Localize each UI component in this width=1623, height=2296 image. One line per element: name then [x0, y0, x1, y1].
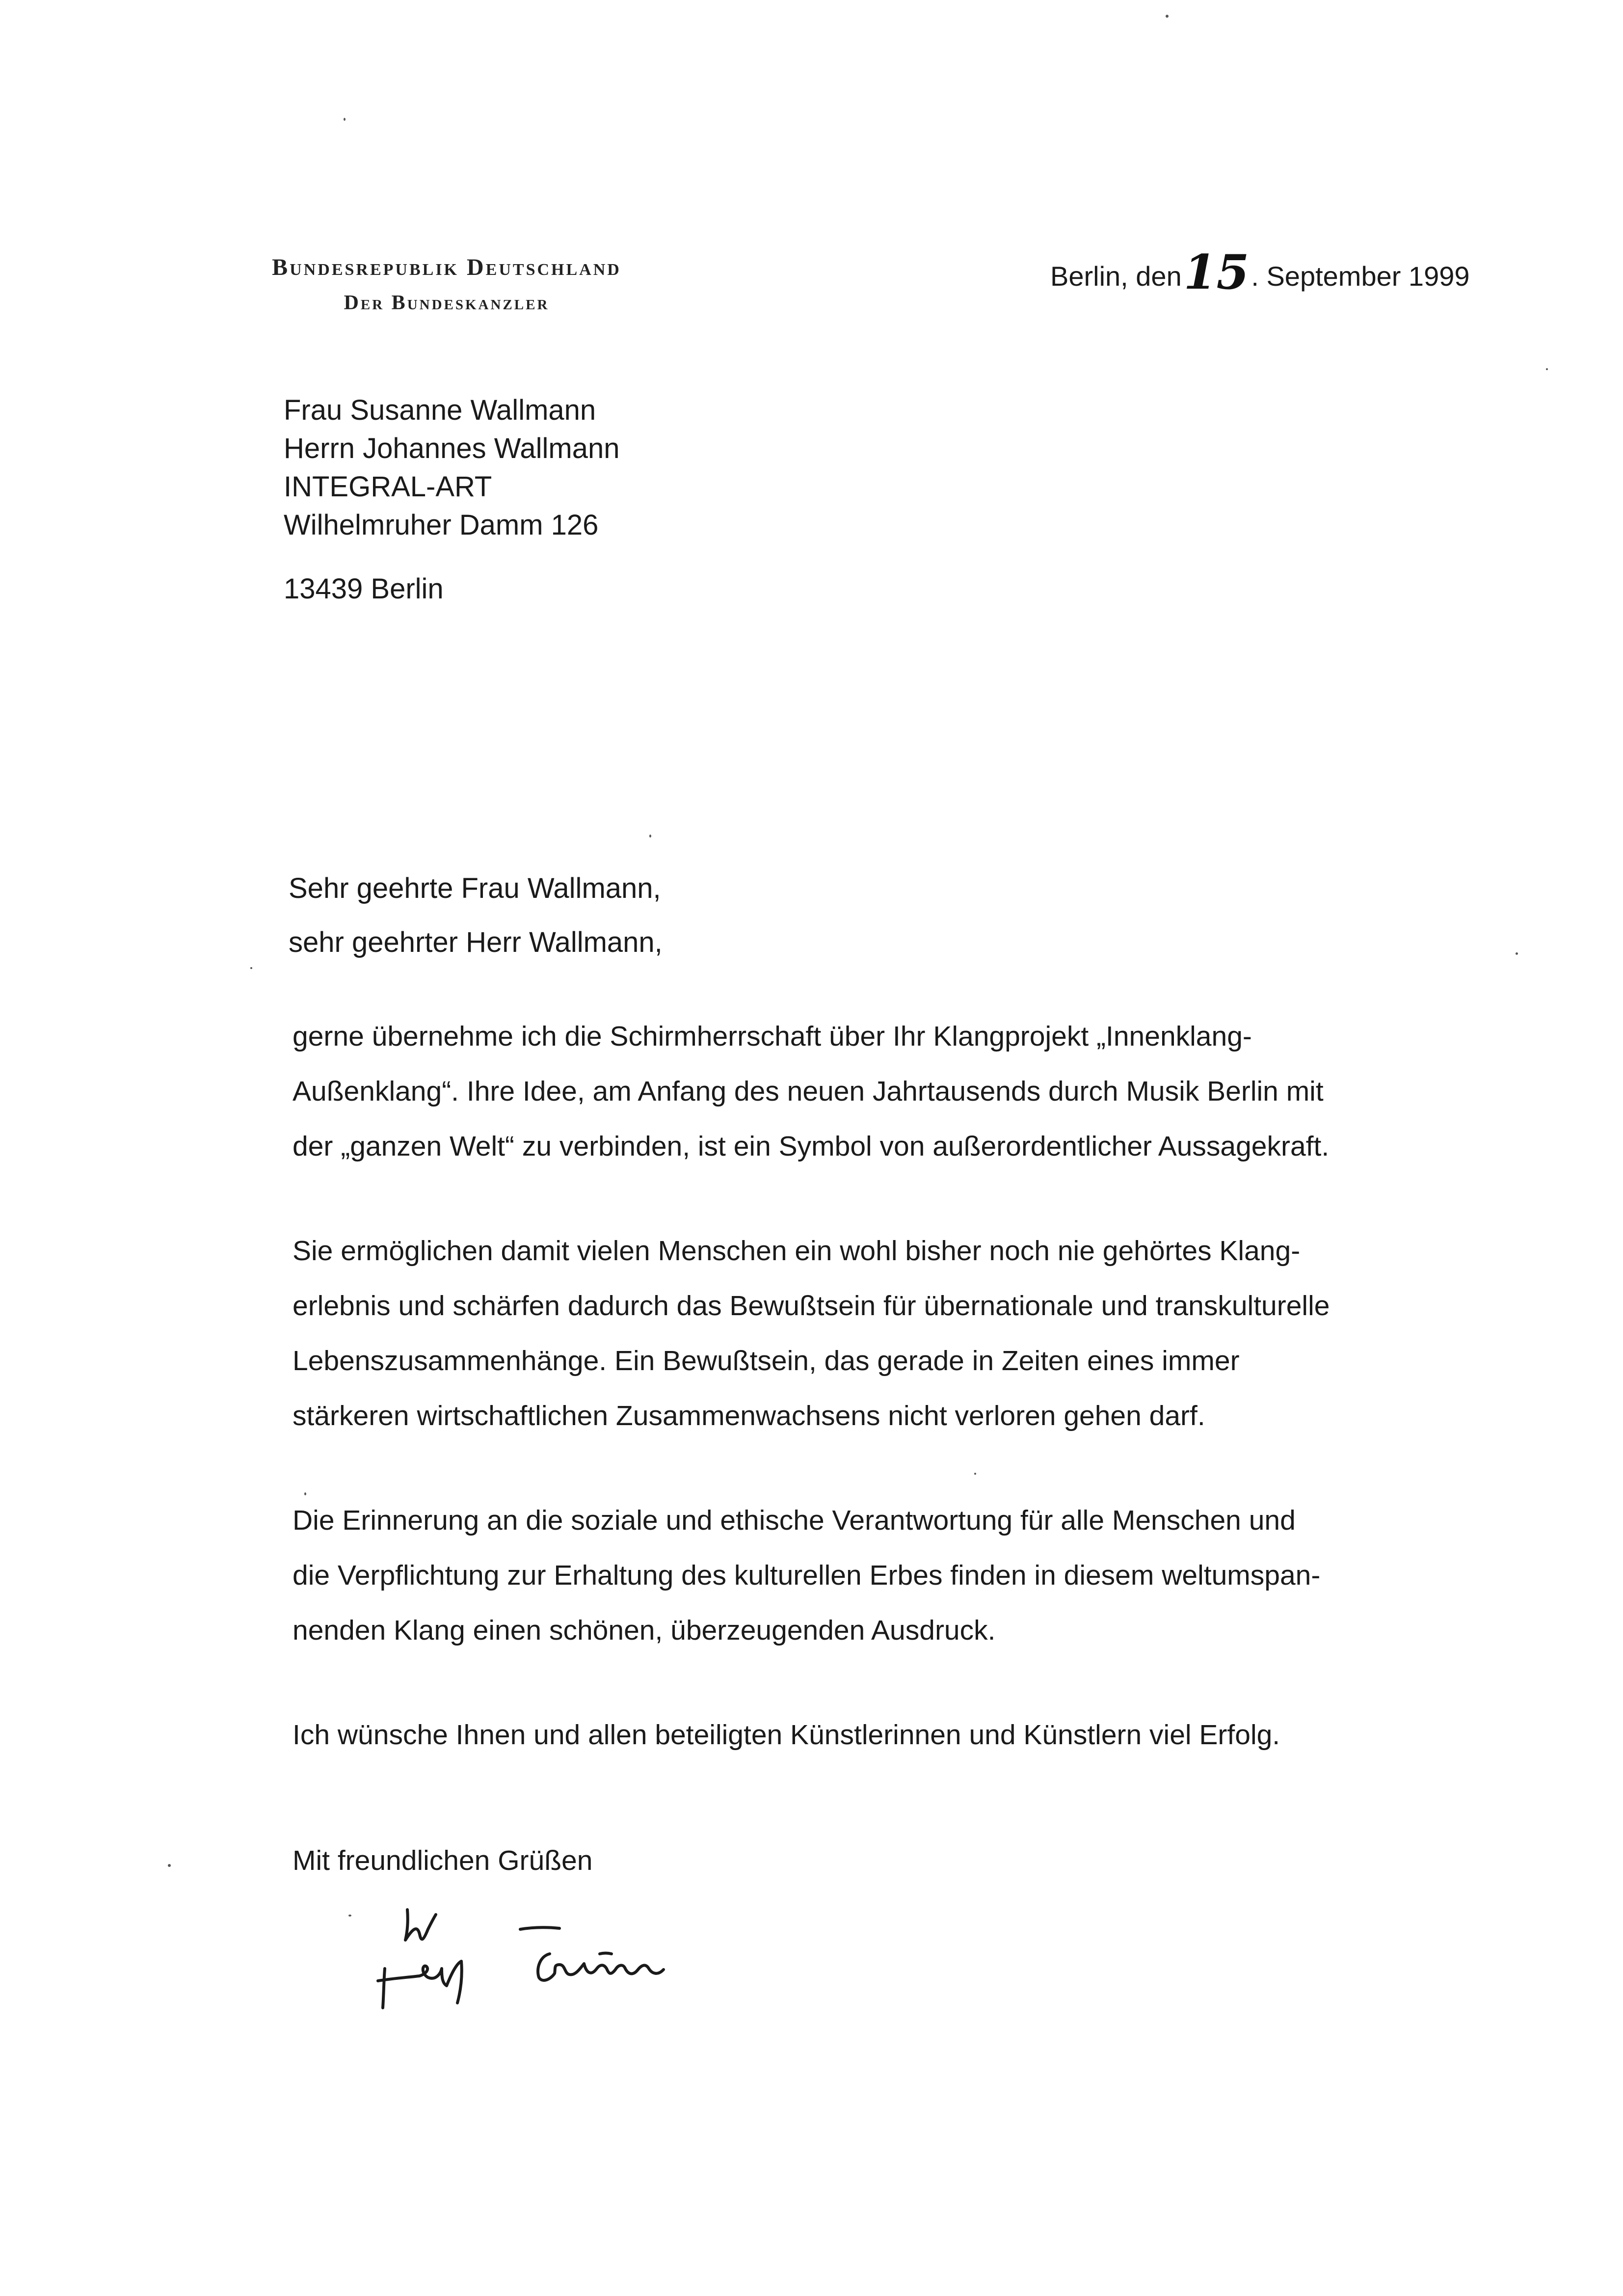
salutation-line: sehr geehrter Herr Wallmann, — [289, 926, 663, 958]
scan-speck — [168, 1864, 171, 1867]
closing-phrase: Mit freundlichen Grüßen — [293, 1845, 593, 1876]
body-line: der „ganzen Welt“ zu verbinden, ist ein Symbol von außerordentlicher Aussagekraft. — [293, 1131, 1330, 1162]
letterhead — [182, 253, 712, 318]
body-line: nenden Klang einen schönen, überzeugenden Ausdruck. — [293, 1615, 996, 1646]
scan-speck — [1516, 952, 1518, 955]
body-line: Ich wünsche Ihnen und allen beteiligten Künstlerinnen und Künstlern viel Erfolg. — [293, 1719, 1280, 1751]
address-line: Frau Susanne Wallmann — [284, 394, 596, 426]
scan-speck — [304, 1492, 306, 1495]
body-paragraph — [293, 1009, 1519, 1174]
scan-speck — [250, 967, 252, 969]
date-line — [1050, 244, 1470, 300]
scan-speck — [348, 1915, 351, 1917]
body-line: die Verpflichtung zur Erhaltung des kulturellen Erbes finden in diesem weltumspan- — [293, 1560, 1321, 1591]
scan-speck — [344, 118, 346, 121]
handwritten-day: 15 — [1183, 244, 1250, 300]
address-line: Herrn Johannes Wallmann — [284, 432, 620, 464]
address-line: INTEGRAL-ART — [284, 471, 492, 503]
body-paragraph — [293, 1223, 1519, 1443]
handwritten-signature — [373, 1895, 726, 2018]
scan-speck — [1546, 368, 1548, 370]
recipient-address — [284, 391, 620, 608]
letterhead-office: Der Bundeskanzler — [344, 292, 550, 314]
body-line: erlebnis und schärfen dadurch das Bewußtsein für übernationale und transkulturelle — [293, 1290, 1330, 1322]
scan-speck — [649, 835, 651, 837]
body-paragraph — [293, 1493, 1519, 1658]
body-line: stärkeren wirtschaftlichen Zusammenwachsens nicht verloren gehen darf. — [293, 1400, 1205, 1432]
salutation — [289, 862, 663, 970]
salutation-line: Sehr geehrte Frau Wallmann, — [289, 872, 661, 904]
body-paragraph — [293, 1707, 1519, 1762]
letterhead-country: Bundesrepublik Deutschland — [272, 254, 621, 280]
body-line: Außenklang“. Ihre Idee, am Anfang des neuen Jahrtausends durch Musik Berlin mit — [293, 1076, 1324, 1107]
scan-speck — [974, 1473, 976, 1475]
body-line: Sie ermöglichen damit vielen Menschen ein wohl bisher noch nie gehörtes Klang- — [293, 1235, 1301, 1267]
letter-body — [293, 1009, 1519, 1812]
address-line: Wilhelmruher Damm 126 — [284, 509, 599, 541]
scan-speck — [1166, 15, 1169, 18]
body-line: gerne übernehme ich die Schirmherrschaft über Ihr Klangprojekt „Innenklang- — [293, 1021, 1252, 1052]
date-suffix: . September 1999 — [1251, 261, 1470, 292]
body-line: Die Erinnerung an die soziale und ethische Verantwortung für alle Menschen und — [293, 1505, 1296, 1536]
date-prefix: Berlin, den — [1050, 261, 1182, 292]
body-line: Lebenszusammenhänge. Ein Bewußtsein, das gerade in Zeiten eines immer — [293, 1345, 1240, 1377]
address-city: 13439 Berlin — [284, 573, 444, 605]
